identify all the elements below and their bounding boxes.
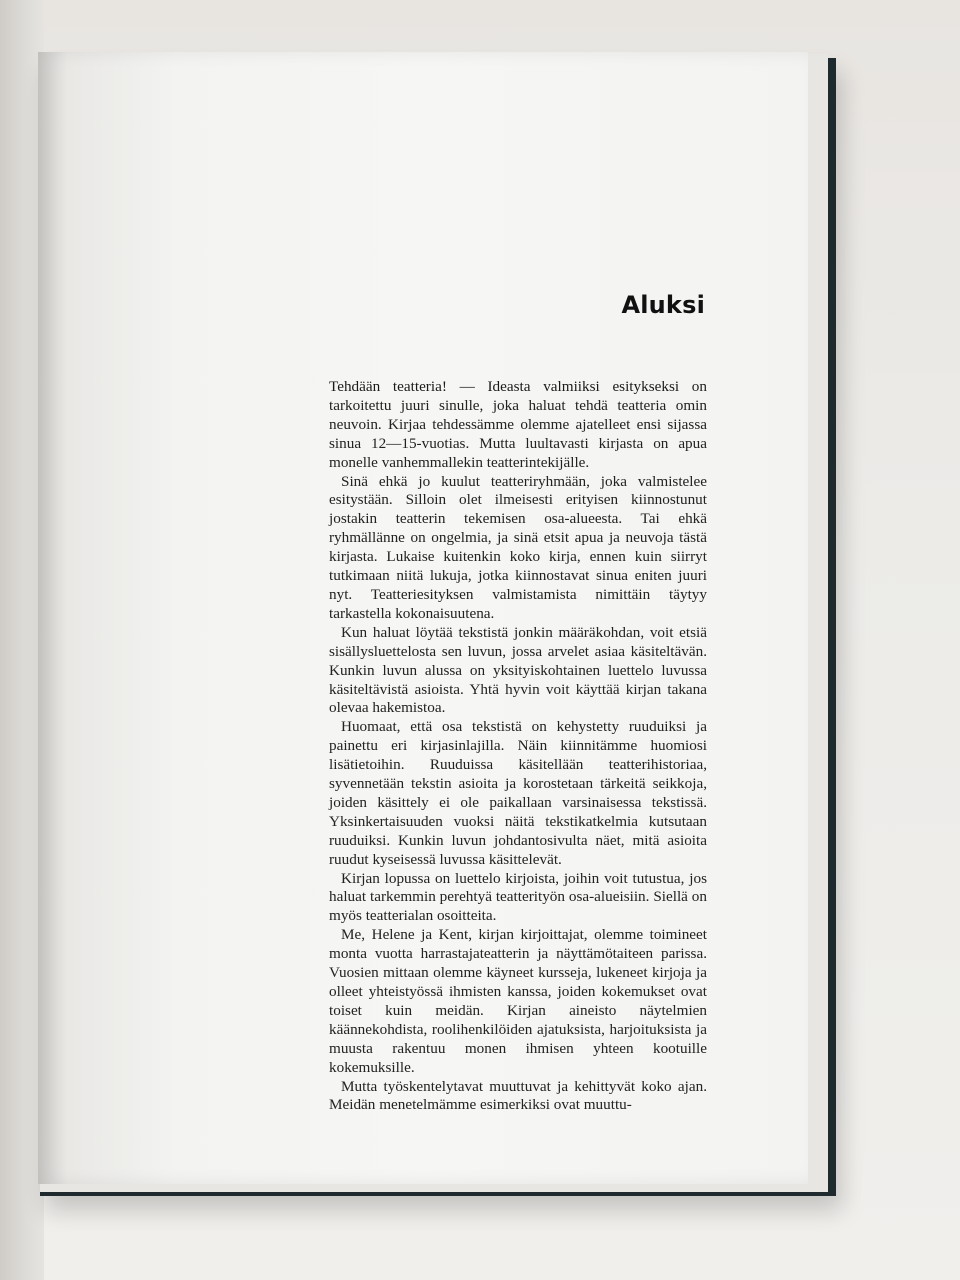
paragraph: Kun haluat löytää tekstistä jonkin määräkohdan, voit etsiä sisällysluettelosta sen luvun, jossa arvelet asiaa käsiteltävän. Kunkin luvun alussa on yksityiskohtainen luettelo luvussa käsiteltävistä asioista. Yhtä hyvin voit käyttää kirjan takana olevaa hakemistoa. xyxy=(329,623,707,717)
chapter-heading: Aluksi xyxy=(621,291,705,319)
paragraph-text: on tarkoitettu juuri sinulle, joka haluat tehdä teatteria omin neuvoin. Kirjaa tehdessämme olemme ajatelleet ensi sijassa sinua 12—15-vuotias. Mutta luultavasti kirjasta on apua monelle vanhemmallekin teatterintekijälle. xyxy=(329,378,707,471)
gutter-shadow xyxy=(38,52,68,1184)
lead-title: Tehdään teatteria! — Ideasta valmiiksi esitykseksi xyxy=(329,378,680,395)
paragraph xyxy=(329,378,707,473)
paragraph: Me, Helene ja Kent, kirjan kirjoittajat, olemme toimineet monta vuotta harrastajateatterin ja näyttämötaiteen parissa. Vuosien mittaan olemme käyneet kursseja, lukeneet kirjoja ja olleet yhteistyössä ihmisten kanssa, joiden kokemukset ovat toiset kuin meidän. Kirjan aineisto näytelmien käännekohdista, roolihenkilöiden ajatuksista, harjoituksista ja muusta rakentuu monen ihmisen yhteen kootuille kokemuksille. xyxy=(329,926,707,1076)
paragraph: Kirjan lopussa on luettelo kirjoista, joihin voit tutustua, jos haluat tarkemmin perehtyä teatterityön osa-alueisiin. Siellä on myös teatterialan osoitteita. xyxy=(329,869,707,925)
body-text xyxy=(329,378,707,1115)
paragraph: Mutta työskentelytavat muuttuvat ja kehittyvät koko ajan. Meidän menetelmämme esimerkiksi ovat muuttu- xyxy=(329,1077,707,1114)
paragraph: Sinä ehkä jo kuulut teatteriryhmään, joka valmistelee esitystään. Silloin olet ilmeisesti erityisen kiinnostunut jostakin teatterin tekemisen osa-alueesta. Tai ehkä ryhmällänne on ongelmia, ja sinä etsit apua ja neuvoja tästä kirjasta. Lukaise kuitenkin koko kirja, ennen kuin siirryt tutkimaan niitä lukuja, jotka kiinnostavat sinua eniten juuri nyt. Teatteriesityksen valmistamista nimittäin täytyy tarkastella kokonaisuutena. xyxy=(329,472,707,622)
paragraph: Huomaat, että osa tekstistä on kehystetty ruuduiksi ja painettu eri kirjasinlajilla. Näin kiinnitämme huomiosi lisätietoihin. Ruuduissa käsitellään teatterihistoriaa, syvennetään tekstin asioita ja korostetaan tärkeitä seikkoja, joiden käsittely ei ole paikallaan varsinaisessa tekstissä. Yksinkertaisuuden vuoksi näitä tekstikatkelmia kutsutaan ruuduiksi. Kunkin luvun johdantosivulta näet, mitä asioita ruudut kyseisessä luvussa käsittelevät. xyxy=(329,718,707,868)
